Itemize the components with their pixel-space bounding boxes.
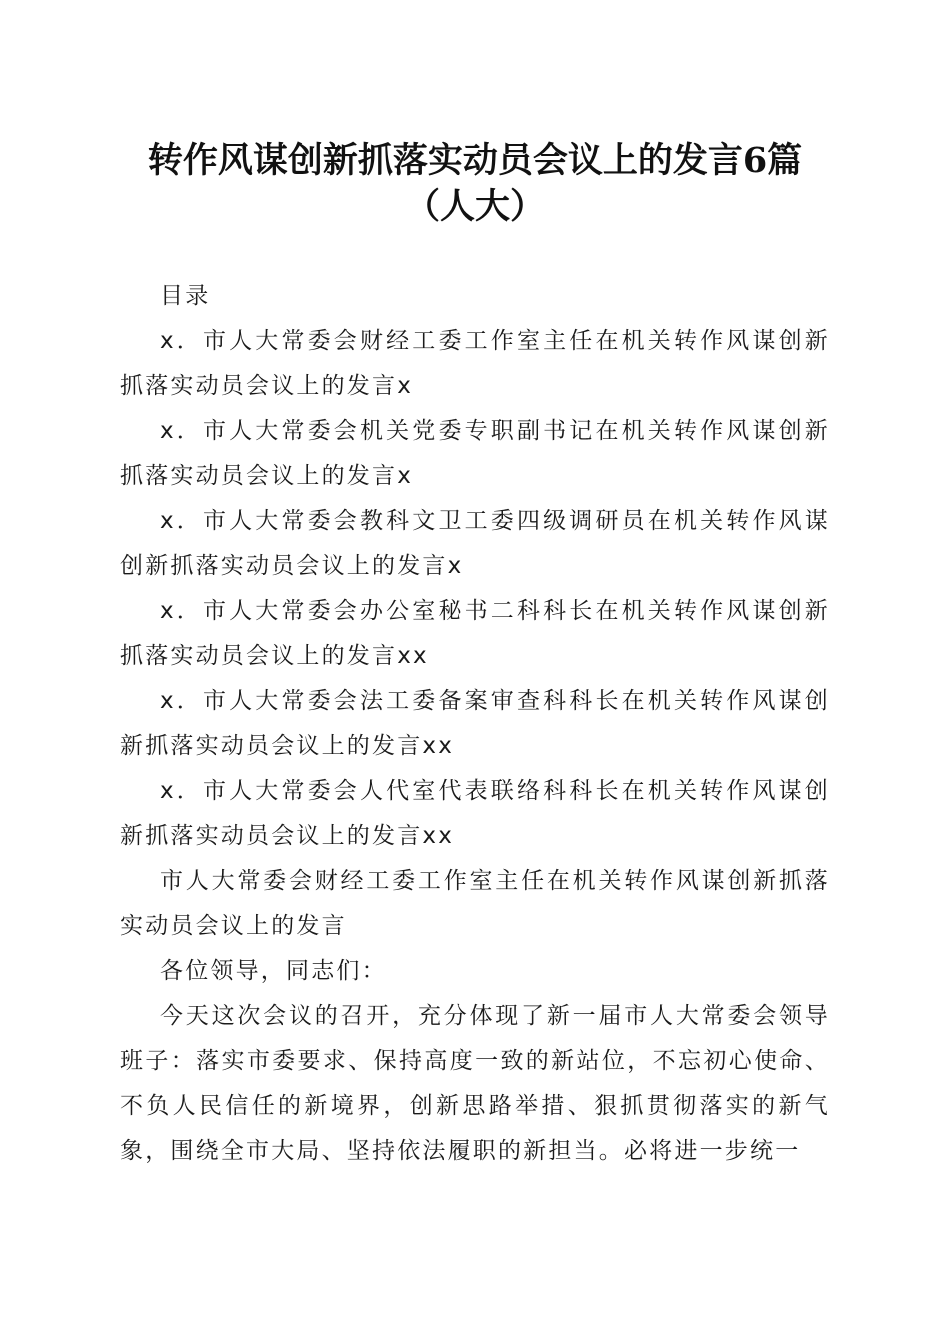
speech-greeting: 各位领导，同志们： [160,958,387,984]
toc-item: x．市人大常委会办公室秘书二科科长在机关转作风谋创新抓落实动员会议上的发言xx [120,598,830,669]
title-line-2: （人大） [404,186,545,227]
toc-item: x．市人大常委会人代室代表联络科科长在机关转作风谋创新抓落实动员会议上的发言xx [120,778,830,849]
toc-item: x．市人大常委会法工委备案审查科科长在机关转作风谋创新抓落实动员会议上的发言xx [120,688,830,759]
document-title [100,138,850,230]
toc-item: x．市人大常委会财经工委工作室主任在机关转作风谋创新抓落实动员会议上的发言x [120,328,830,399]
document-body [120,274,830,1174]
speech-heading: 市人大常委会财经工委工作室主任在机关转作风谋创新抓落实动员会议上的发言 [120,868,830,939]
speech-paragraph: 今天这次会议的召开，充分体现了新一届市人大常委会领导班子：落实市委要求、保持高度一致的新站位，不忘初心使命、不负人民信任的新境界，创新思路举措、狠抓贯彻落实的新气象，围绕全市大局、坚持依法履职的新担当。必将进一步统一 [120,1003,830,1164]
toc-item: x．市人大常委会教科文卫工委四级调研员在机关转作风谋创新抓落实动员会议上的发言x [120,508,830,579]
toc-heading: 目录 [160,283,211,309]
toc-item: x．市人大常委会机关党委专职副书记在机关转作风谋创新抓落实动员会议上的发言x [120,418,830,489]
title-line-1: 转作风谋创新抓落实动员会议上的发言6篇 [147,140,803,181]
